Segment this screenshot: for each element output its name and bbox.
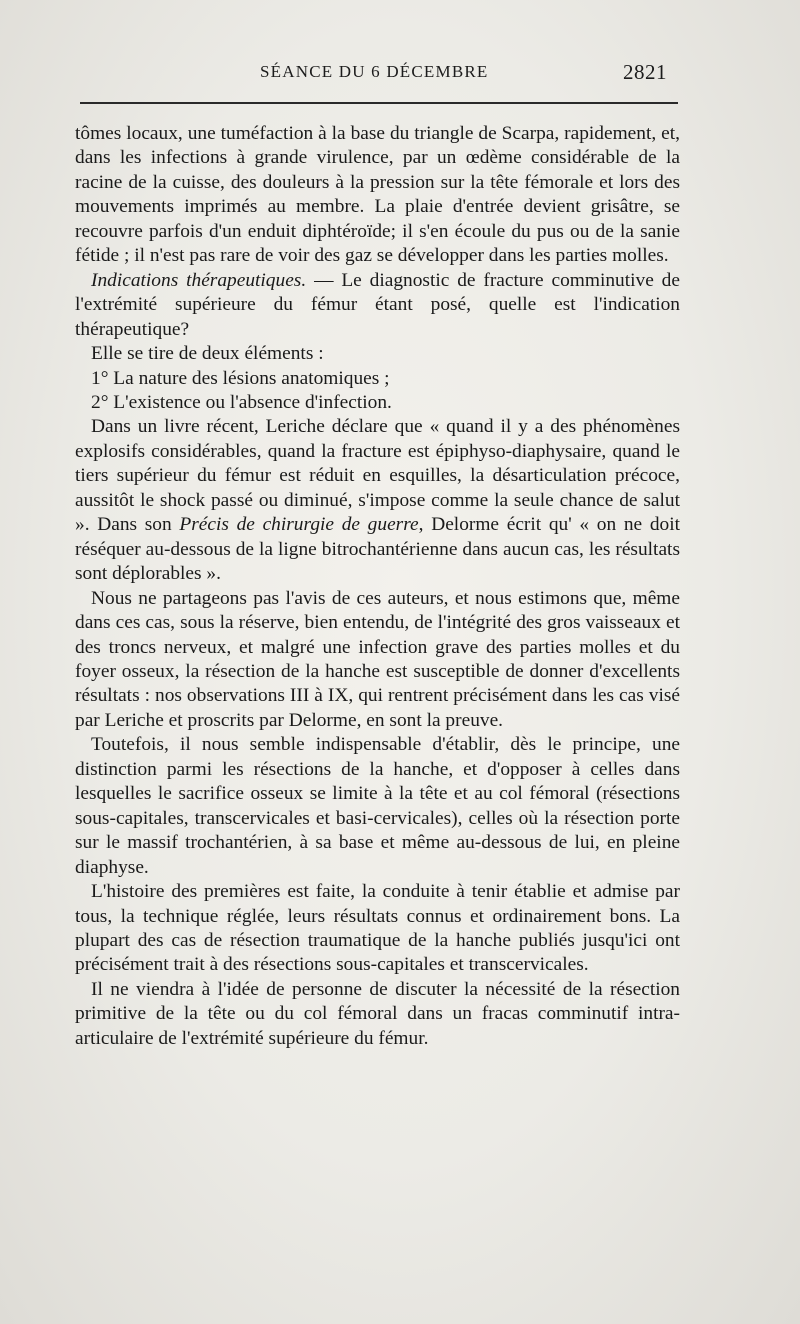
paragraph-delorme-text: , Delorme écrit qu' « on ne doit réséquer au-dessous de la ligne bitrochantérienne dans aucun cas, les résultats sont déplorables ». (75, 514, 681, 585)
book-title: Précis de chirurgie de guerre (179, 514, 419, 536)
paragraph-necessity: Il ne viendra à l'idée de personne de discuter la nécessité de la résection primitive de la tête ou du col fémoral dans un fracas comminutif intra-articulaire de l'extrémité supérieure du fémur. (75, 978, 680, 1049)
running-header (0, 62, 800, 92)
paragraph-indications-text: — Le diagnostic de fracture comminutive de l'extrémité supérieure du fémur étant posé, quelle est l'indication thérapeutique? (75, 269, 680, 340)
list-item-lesions: 1° La nature des lésions anatomiques ; (91, 367, 390, 389)
paragraph-symptoms: tômes locaux, une tuméfaction à la base du triangle de Scarpa, rapidement, et, dans les infections à grande virulence, par un œdème considérable de la racine de la cuisse, des douleurs à la pression sur la tête fémorale et lors des mouvements imprimés au membre. La plaie d'entrée devient grisâtre, se recouvre parfois d'un enduit diphtéroïde; il s'en écoule du pus ou de la sanie fétide ; il n'est pas rare de voir des gaz se développer dans les parties molles. (75, 123, 680, 267)
paragraph-indications (75, 269, 680, 342)
section-title-indications: Indications thérapeutiques. (91, 269, 307, 291)
list-item-infection: 2° L'existence ou l'absence d'infection. (91, 391, 392, 413)
paragraph-our-opinion: Nous ne partageons pas l'avis de ces auteurs, et nous estimons que, même dans ces cas, sous la réserve, bien entendu, de l'intégrité des gros vaisseaux et des troncs nerveux, et malgré une infection grave des parties molles et du foyer osseux, la résection de la hanche est susceptible de donner d'excellents résultats : nos observations III à IX, qui rentrent précisément dans les cas visé par Leriche et proscrits par Delorme, en sont la preuve. (75, 587, 680, 731)
paragraph-leriche-text: Dans un livre récent, Leriche déclare que « quand il y a des phénomènes explosifs considérables, quand la fracture est épiphyso-diaphysaire, quand le tiers supérieur du fémur est réduit en esquilles, la désarticulation précoce, aussitôt le shock passé ou diminué, s'impose comme la seule chance de salut ». Dans son (75, 416, 680, 536)
page-number: 2821 (623, 60, 667, 84)
paragraph-distinction: Toutefois, il nous semble indispensable d'établir, dès le principe, une distinction parmi les résections de la hanche, et d'opposer à celles dans lesquelles le sacrifice osseux se limite à la tête et au col fémoral (résections sous-capitales, transcervicales et basi-cervicales), celles où la résection porte sur le massif trochantérien, à sa base et même au-dessous de lui, en pleine diaphyse. (75, 734, 680, 878)
paragraph-two-elements: Elle se tire de deux éléments : (91, 343, 324, 365)
header-title: SÉANCE DU 6 DÉCEMBRE (260, 62, 489, 81)
header-rule (80, 102, 678, 104)
paragraph-history: L'histoire des premières est faite, la conduite à tenir établie et admise par tous, la technique réglée, leurs résultats connus et ordinairement bons. La plupart des cas de résection traumatique de la hanche publiés jusqu'ici ont précisément trait à des résections sous-capitales et transcervicales. (75, 881, 680, 976)
body-text (75, 122, 680, 1051)
paragraph-leriche-delorme (75, 415, 680, 586)
